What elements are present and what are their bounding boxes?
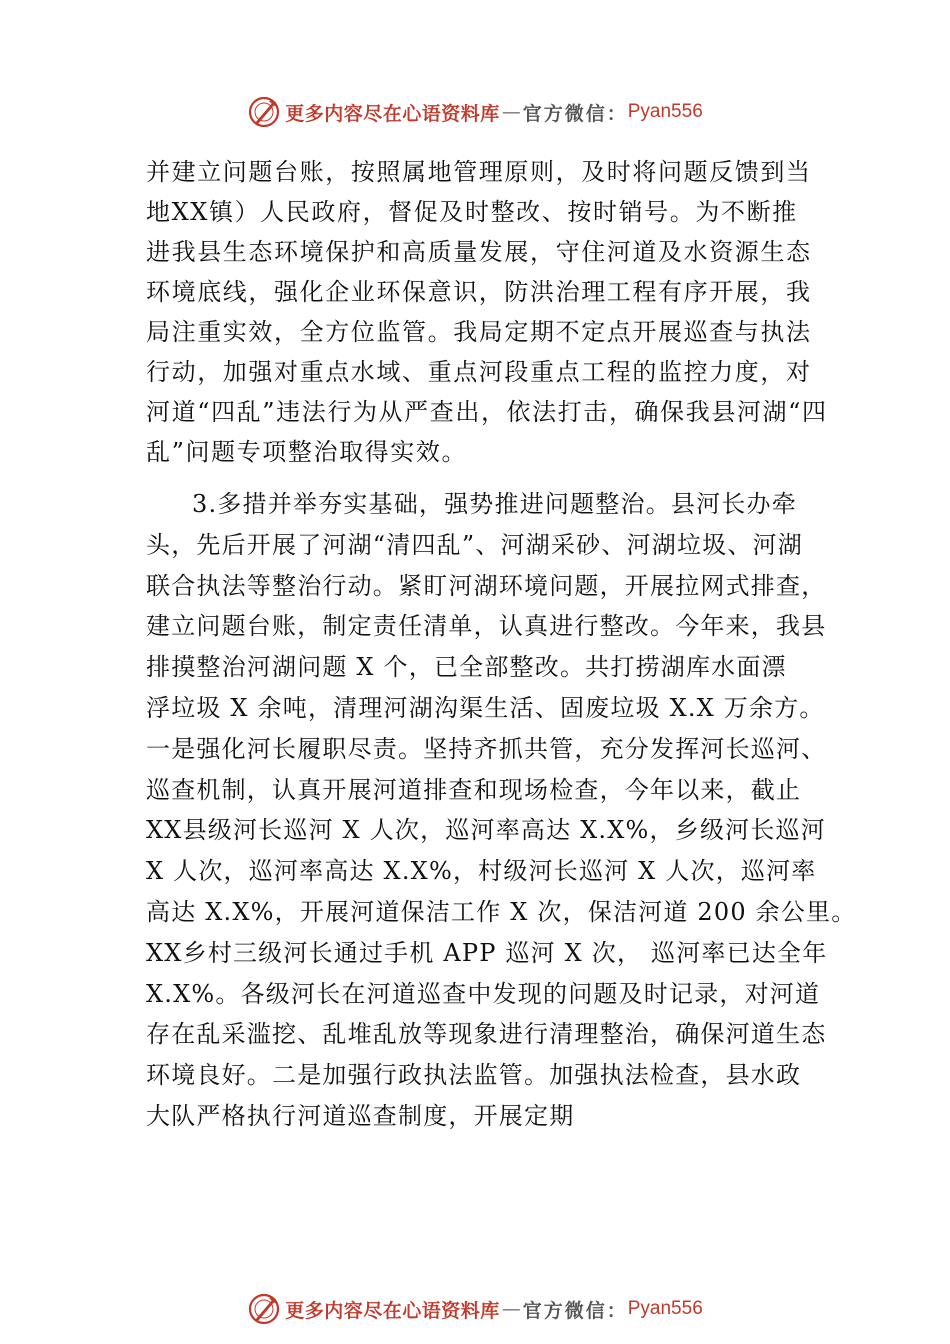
text-line: 联合执法等整治行动。紧盯河湖环境问题，开展拉网式排查， bbox=[146, 571, 827, 600]
document-body bbox=[146, 152, 857, 1137]
text-line: 并建立问题台账，按照属地管理原则，及时将问题反馈到当 bbox=[146, 158, 812, 186]
banner-separator: — bbox=[501, 101, 521, 123]
footer-banner bbox=[0, 1289, 950, 1329]
text-line: 浮垃圾 X 余吨，清理河湖沟渠生活、固废垃圾 X.X 万余方。 bbox=[146, 693, 825, 722]
banner-wechat-id: Pyan556 bbox=[627, 101, 703, 122]
text-line: 环境底线，强化企业环保意识，防洪治理工程有序开展，我 bbox=[146, 278, 812, 306]
paragraph-2 bbox=[146, 484, 857, 1137]
text-line: XX县级河长巡河 X 人次，巡河率高达 X.X%，乡级河长巡河 bbox=[146, 816, 826, 845]
text-line: 进我县生态环境保护和高质量发展，守住河道及水资源生态 bbox=[146, 238, 812, 266]
text-line: 地XX镇）人民政府，督促及时整改、按时销号。为不断推 bbox=[146, 198, 798, 226]
text-line: 行动，加强对重点水域、重点河段重点工程的监控力度，对 bbox=[146, 358, 812, 386]
text-line: 3.多措并举夯实基础，强势推进问题整治。县河长办牵 bbox=[192, 490, 797, 518]
text-line: 大队严格执行河道巡查制度，开展定期 bbox=[146, 1101, 575, 1130]
text-line: 存在乱采滥挖、乱堆乱放等现象进行清理整治，确保河道生态 bbox=[146, 1020, 827, 1049]
text-line: XX乡村三级河长通过手机 APP 巡河 X 次， 巡河率已达全年 bbox=[146, 938, 828, 967]
text-line: 排摸整治河湖问题 X 个，已全部整改。共打捞湖库水面漂 bbox=[146, 653, 787, 682]
banner-wechat-label: 官方微信： bbox=[522, 102, 628, 125]
text-line: 河道“四乱”违法行为从严查出，依法打击，确保我县河湖“四 bbox=[146, 398, 828, 426]
text-line: 建立问题台账，制定责任清单，认真进行整改。今年来，我县 bbox=[146, 612, 827, 641]
text-line: 局注重实效，全方位监管。我局定期不定点开展巡查与执法 bbox=[146, 318, 812, 346]
text-line: 乱”问题专项整治取得实效。 bbox=[146, 438, 468, 466]
text-line: 环境良好。二是加强行政执法监管。加强执法检查，县水政 bbox=[146, 1061, 802, 1090]
banner-wechat-label: 官方微信： bbox=[522, 1299, 628, 1322]
banner-separator: — bbox=[501, 1298, 521, 1320]
quill-pen-seal-icon bbox=[247, 1292, 281, 1326]
banner-slogan: 更多内容尽在心语资料库 bbox=[285, 102, 500, 125]
paragraph-1 bbox=[146, 152, 846, 472]
banner-wechat-id: Pyan556 bbox=[627, 1298, 703, 1319]
text-line: X.X%。各级河长在河道巡查中发现的问题及时记录，对河道 bbox=[146, 979, 821, 1008]
quill-pen-seal-icon bbox=[247, 95, 281, 129]
text-line: 巡查机制，认真开展河道排查和现场检查，今年以来，截止 bbox=[146, 775, 802, 804]
text-line: 一是强化河长履职尽责。坚持齐抓共管，充分发挥河长巡河、 bbox=[146, 734, 827, 763]
text-line: 高达 X.X%，开展河道保洁工作 X 次，保洁河道 200 余公里。 bbox=[146, 897, 857, 926]
banner-slogan: 更多内容尽在心语资料库 bbox=[285, 1299, 500, 1322]
text-line: 头，先后开展了河湖“清四乱”、河湖采砂、河湖垃圾、河湖 bbox=[146, 530, 803, 559]
header-banner bbox=[0, 92, 950, 132]
text-line: X 人次，巡河率高达 X.X%，村级河长巡河 X 人次，巡河率 bbox=[146, 857, 817, 886]
